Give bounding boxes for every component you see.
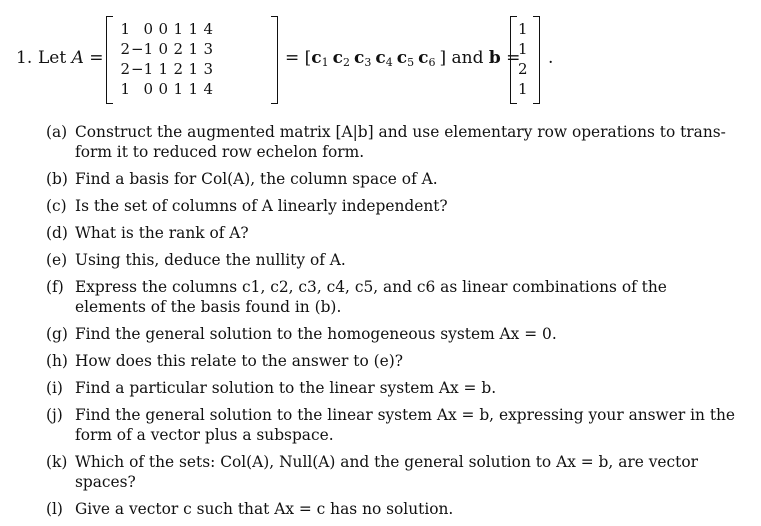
part-text: Construct the augmented matrix [A|b] and use elementary row operations to trans-form it to reduced row echelon form. bbox=[75, 123, 726, 161]
matrix-cell: 1 bbox=[173, 20, 183, 38]
question-part bbox=[46, 324, 736, 344]
part-label: (i) bbox=[46, 379, 63, 397]
end-period: . bbox=[548, 48, 554, 68]
matrix-cell: 1 bbox=[188, 20, 198, 38]
vector-b bbox=[510, 16, 540, 102]
matrix-row bbox=[116, 19, 214, 39]
matrix-cell: 0 bbox=[158, 80, 168, 98]
part-label: (f) bbox=[46, 278, 64, 296]
matrix-cell: 2 bbox=[120, 60, 130, 78]
matrix-row bbox=[116, 39, 214, 59]
part-label: (d) bbox=[46, 224, 68, 242]
problem-header bbox=[10, 12, 750, 108]
vector-entry: 1 bbox=[518, 40, 528, 58]
part-text: Find a basis for Col(A), the column space of A. bbox=[75, 170, 438, 188]
equals-sign-2: = bbox=[285, 48, 300, 68]
matrix-cell: 1 bbox=[120, 80, 130, 98]
vector-entry: 1 bbox=[518, 20, 528, 38]
matrix-A bbox=[106, 16, 278, 102]
matrix-cell: 0 bbox=[158, 20, 168, 38]
part-label: (k) bbox=[46, 453, 68, 471]
part-text: Find the general solution to the linear system Ax = b, expressing your answer in the form of a vector plus a subspace. bbox=[75, 406, 736, 444]
part-label: (c) bbox=[46, 197, 67, 215]
matrix-cell: −1 bbox=[131, 40, 154, 58]
question-part bbox=[46, 277, 736, 317]
left-bracket bbox=[510, 16, 517, 104]
matrix-cell: 1 bbox=[120, 20, 130, 38]
matrix-cell: 1 bbox=[188, 60, 198, 78]
part-text: Find a particular solution to the linear system Ax = b. bbox=[75, 379, 497, 397]
matrix-row bbox=[116, 79, 214, 99]
matrix-cell: 2 bbox=[173, 60, 183, 78]
part-text: Find the general solution to the homogeneous system Ax = 0. bbox=[75, 325, 557, 343]
matrix-A-name: A bbox=[71, 48, 84, 68]
part-text: Which of the sets: Col(A), Null(A) and the general solution to Ax = b, are vector spaces? bbox=[75, 453, 698, 491]
column-symbol: $c_6$ bbox=[418, 48, 436, 69]
question-part bbox=[46, 223, 736, 243]
column-notation: = [$c_1$ $c_2$ $c_3$ $c_4$ $c_5$ $c_6$ ] and b = bbox=[285, 48, 521, 69]
matrix-cell: 1 bbox=[188, 40, 198, 58]
let-word: Let bbox=[38, 48, 67, 68]
vector-b-name: b bbox=[488, 48, 501, 68]
matrix-A-grid bbox=[116, 19, 214, 99]
matrix-cell: 3 bbox=[203, 60, 213, 78]
question-part bbox=[46, 250, 736, 270]
vector-entry: 2 bbox=[518, 60, 528, 78]
part-label: (l) bbox=[46, 500, 63, 518]
part-text: Is the set of columns of A linearly independent? bbox=[75, 197, 448, 215]
column-symbol: $c_2$ bbox=[332, 48, 351, 69]
column-symbol: $c_1$ bbox=[311, 48, 329, 69]
question-part bbox=[46, 405, 736, 445]
matrix-cell: 4 bbox=[203, 20, 213, 38]
part-label: (a) bbox=[46, 123, 68, 141]
part-text: Express the columns c1, c2, c3, c4, c5, and c6 as linear combinations of the elements of the basis found in (b). bbox=[75, 278, 667, 316]
part-label: (h) bbox=[46, 352, 68, 370]
matrix-cell: 2 bbox=[120, 40, 130, 58]
let-statement bbox=[38, 48, 104, 68]
matrix-cell: 1 bbox=[188, 80, 198, 98]
problem-number: 1. bbox=[16, 48, 33, 68]
matrix-row bbox=[116, 59, 214, 79]
column-symbol: $c_3$ bbox=[354, 48, 372, 69]
question-part bbox=[46, 452, 736, 492]
left-bracket bbox=[106, 16, 113, 104]
part-text: How does this relate to the answer to (e)? bbox=[75, 352, 403, 370]
part-label: (j) bbox=[46, 406, 63, 424]
part-text: What is the rank of A? bbox=[75, 224, 249, 242]
matrix-cell: 1 bbox=[158, 60, 168, 78]
part-text: Using this, deduce the nullity of A. bbox=[75, 251, 346, 269]
matrix-cell: 0 bbox=[143, 20, 153, 38]
vector-entry: 1 bbox=[518, 80, 528, 98]
question-parts-list bbox=[46, 122, 736, 526]
column-symbol: $c_4$ bbox=[375, 48, 393, 69]
right-bracket bbox=[271, 16, 278, 104]
part-label: (b) bbox=[46, 170, 68, 188]
vector-b-grid bbox=[518, 19, 528, 99]
equals-sign: = bbox=[89, 48, 104, 68]
column-symbol: $c_5$ bbox=[396, 48, 415, 69]
right-bracket bbox=[533, 16, 540, 104]
matrix-cell: 0 bbox=[143, 80, 153, 98]
matrix-cell: 1 bbox=[173, 80, 183, 98]
question-part bbox=[46, 122, 736, 162]
question-part bbox=[46, 499, 736, 519]
equals-sign-3: = bbox=[506, 48, 521, 68]
matrix-cell: 3 bbox=[203, 40, 213, 58]
matrix-cell: 2 bbox=[173, 40, 183, 58]
question-part bbox=[46, 196, 736, 216]
part-text: Give a vector c such that Ax = c has no solution. bbox=[75, 500, 454, 518]
part-label: (g) bbox=[46, 325, 68, 343]
question-part bbox=[46, 378, 736, 398]
matrix-cell: −1 bbox=[131, 60, 154, 78]
and-word: and bbox=[451, 48, 484, 68]
matrix-cell: 0 bbox=[158, 40, 168, 58]
question-part bbox=[46, 351, 736, 371]
question-part bbox=[46, 169, 736, 189]
column-list bbox=[311, 48, 439, 68]
part-label: (e) bbox=[46, 251, 68, 269]
matrix-cell: 4 bbox=[203, 80, 213, 98]
